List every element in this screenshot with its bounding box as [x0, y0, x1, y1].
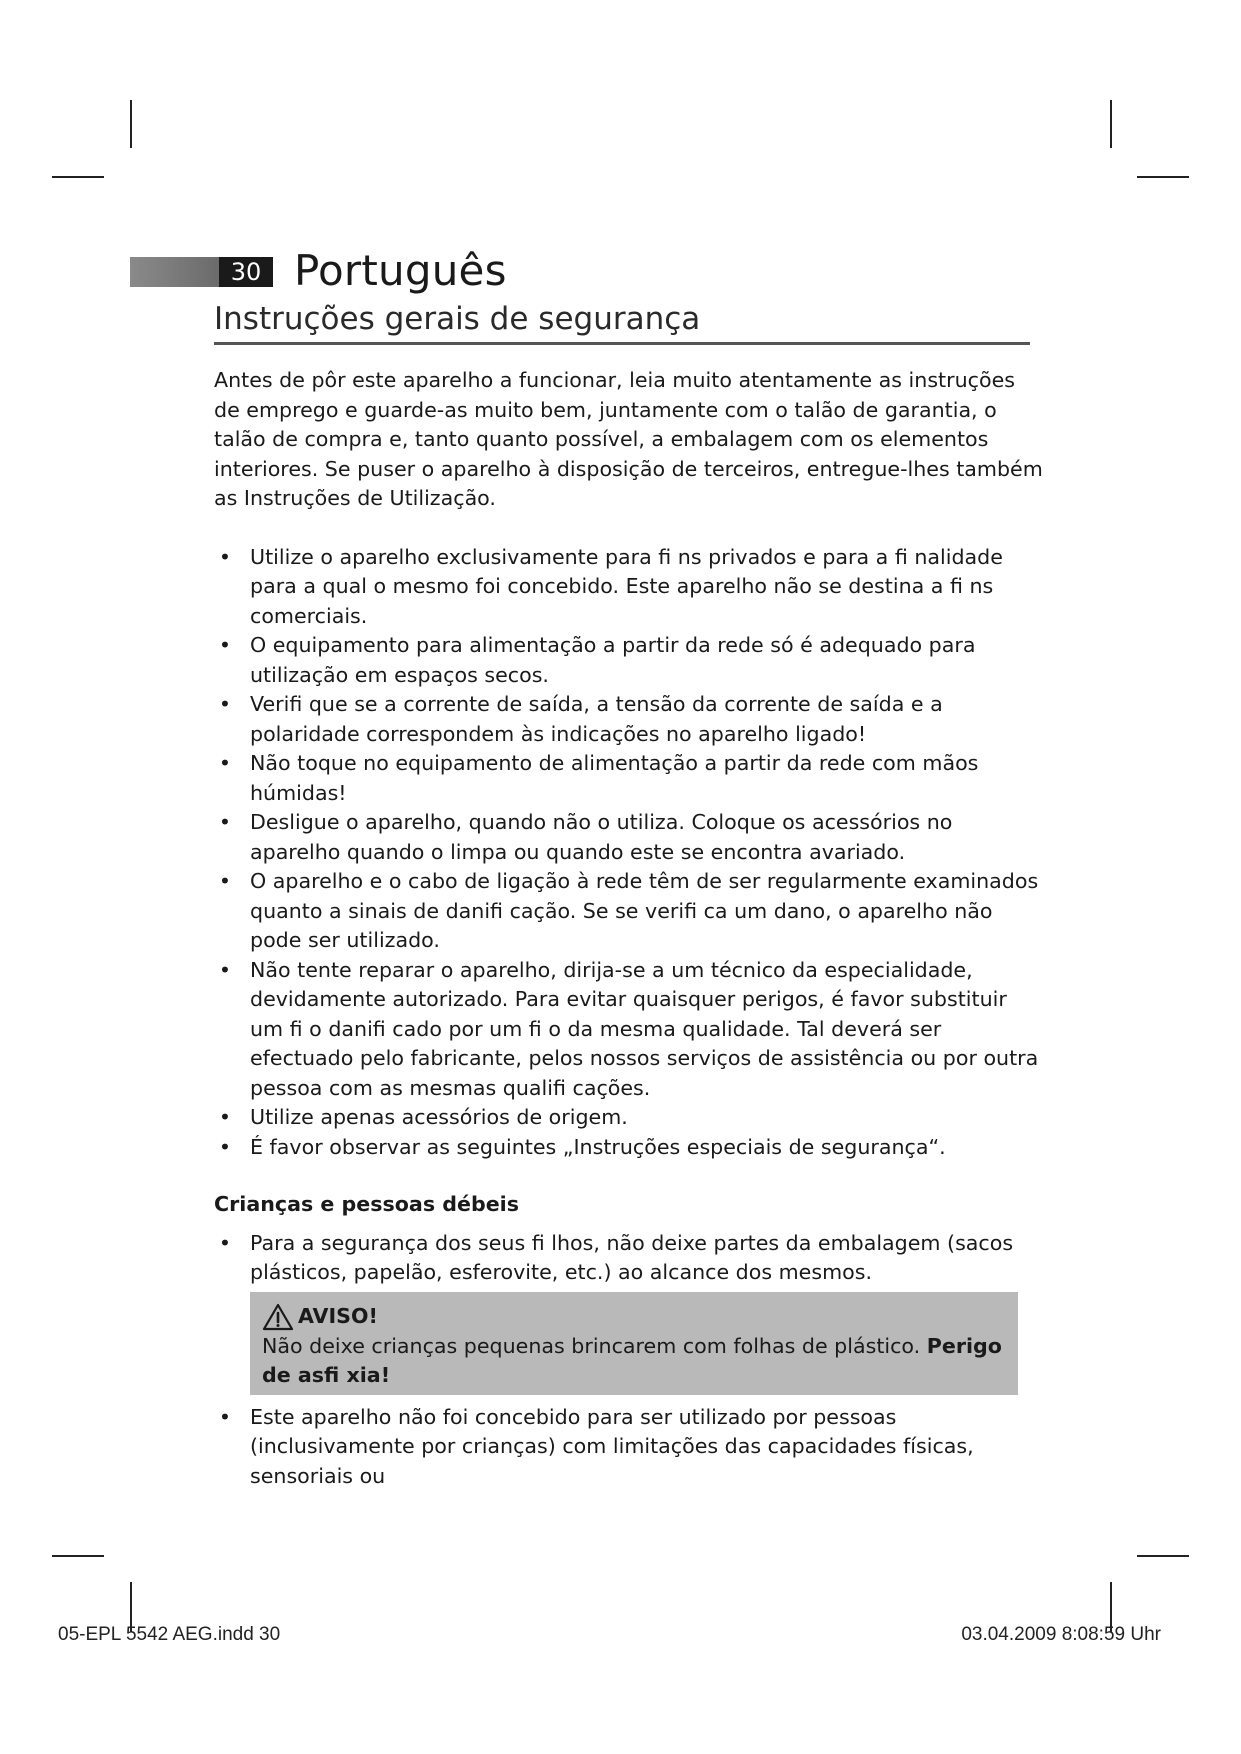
bullet-icon: •	[218, 869, 232, 893]
crop-mark	[1137, 176, 1189, 178]
bullet-icon: •	[218, 1134, 232, 1159]
page-number: 30	[219, 257, 273, 287]
warning-header	[262, 1302, 1006, 1332]
list-item	[214, 631, 1044, 690]
children-safety-list	[214, 1229, 1044, 1288]
list-item-text: É favor observar as seguintes „Instruções especiais de segurança“.	[250, 1134, 946, 1159]
list-item-text: Utilize o aparelho exclusivamente para fi ns privados e para a fi nalidade para a qual o mesmo foi concebido. Este aparelho não se destina a fi ns comerciais.	[250, 544, 1003, 628]
list-item-text: Este aparelho não foi concebido para ser utilizado por pessoas (inclusivamente por crianças) com limitações das capacidades físicas, sensoriais ou	[250, 1404, 974, 1488]
safety-list	[214, 543, 1044, 1163]
bullet-icon: •	[218, 1105, 232, 1129]
page-content	[214, 366, 1044, 1491]
children-safety-list-2	[214, 1403, 1044, 1492]
list-item-text: O equipamento para alimentação a partir da rede só é adequado para utilização em espaços secos.	[250, 633, 976, 687]
bullet-icon: •	[218, 810, 232, 834]
bullet-icon: •	[218, 957, 232, 982]
section-title: Instruções gerais de segurança	[214, 301, 701, 337]
warning-label: AVISO!	[298, 1303, 378, 1328]
crop-mark	[52, 1555, 104, 1557]
list-item-text: Não toque no equipamento de alimentação a partir da rede com mãos húmidas!	[250, 751, 979, 805]
warning-text	[262, 1332, 1006, 1391]
bullet-icon: •	[218, 1230, 232, 1255]
bullet-icon: •	[218, 1404, 232, 1429]
crop-mark	[52, 176, 104, 178]
warning-box	[250, 1292, 1018, 1395]
crop-mark	[1110, 100, 1112, 148]
subsection-title: Crianças e pessoas débeis	[214, 1192, 519, 1216]
list-item	[214, 808, 1044, 867]
list-item	[214, 1103, 1044, 1133]
list-item-text: Desligue o aparelho, quando não o utiliza. Coloque os acessórios no aparelho quando o limpa ou quando este se encontra avariado.	[250, 810, 953, 864]
section-divider	[214, 342, 1030, 345]
list-item	[214, 867, 1044, 956]
list-item	[214, 749, 1044, 808]
language-title: Português	[294, 246, 507, 295]
list-item	[214, 1133, 1044, 1163]
footer-filename: 05-EPL 5542 AEG.indd 30	[58, 1624, 281, 1645]
warning-body: Não deixe crianças pequenas brincarem com folhas de plástico.	[262, 1333, 927, 1358]
bullet-icon: •	[218, 633, 232, 657]
list-item	[214, 543, 1044, 632]
list-item	[214, 956, 1044, 1104]
intro-paragraph: Antes de pôr este aparelho a funcionar, leia muito atentamente as instruções de emprego e guarde-as muito bem, juntamente com o talão de garantia, o talão de compra e, tanto quanto possível, a embalagem com os elementos interiores. Se puser o aparelho à disposição de terceiros, entregue-lhes também as Instruções de Utilização.	[214, 368, 1043, 510]
bullet-icon: •	[218, 544, 232, 569]
list-item-text: Verifi que se a corrente de saída, a tensão da corrente de saída e a polaridade correspondem às indicações no aparelho ligado!	[250, 692, 943, 746]
warning-triangle-icon	[262, 1302, 294, 1332]
bullet-icon: •	[218, 692, 232, 716]
list-item-text: Utilize apenas acessórios de origem.	[250, 1105, 628, 1129]
warning-emphasis: Perigo de asfi xia!	[262, 1333, 1002, 1387]
crop-mark	[130, 100, 132, 148]
footer-datetime: 03.04.2009 8:08:59 Uhr	[961, 1624, 1161, 1645]
list-item-text: O aparelho e o cabo de ligação à rede têm de ser regularmente examinados quanto a sinais de danifi cação. Se se verifi ca um dano, o aparelho não pode ser utilizado.	[250, 869, 1039, 952]
crop-mark	[1137, 1555, 1189, 1557]
list-item-text: Não tente reparar o aparelho, dirija-se a um técnico da especialidade, devidamente autorizado. Para evitar quaisquer perigos, é favor substituir um fi o danifi cado por um fi o da mesma qualidade. Tal deverá ser efectuado pelo fabricante, pelos nossos serviços de assistência ou por outra pessoa com as mesmas qualifi cações.	[250, 957, 1039, 1100]
list-item-text: Para a segurança dos seus fi lhos, não deixe partes da embalagem (sacos plásticos, papelão, esferovite, etc.) ao alcance dos mesmos.	[250, 1230, 1014, 1284]
bullet-icon: •	[218, 751, 232, 775]
list-item	[214, 1229, 1044, 1288]
list-item	[214, 1403, 1044, 1492]
list-item	[214, 690, 1044, 749]
